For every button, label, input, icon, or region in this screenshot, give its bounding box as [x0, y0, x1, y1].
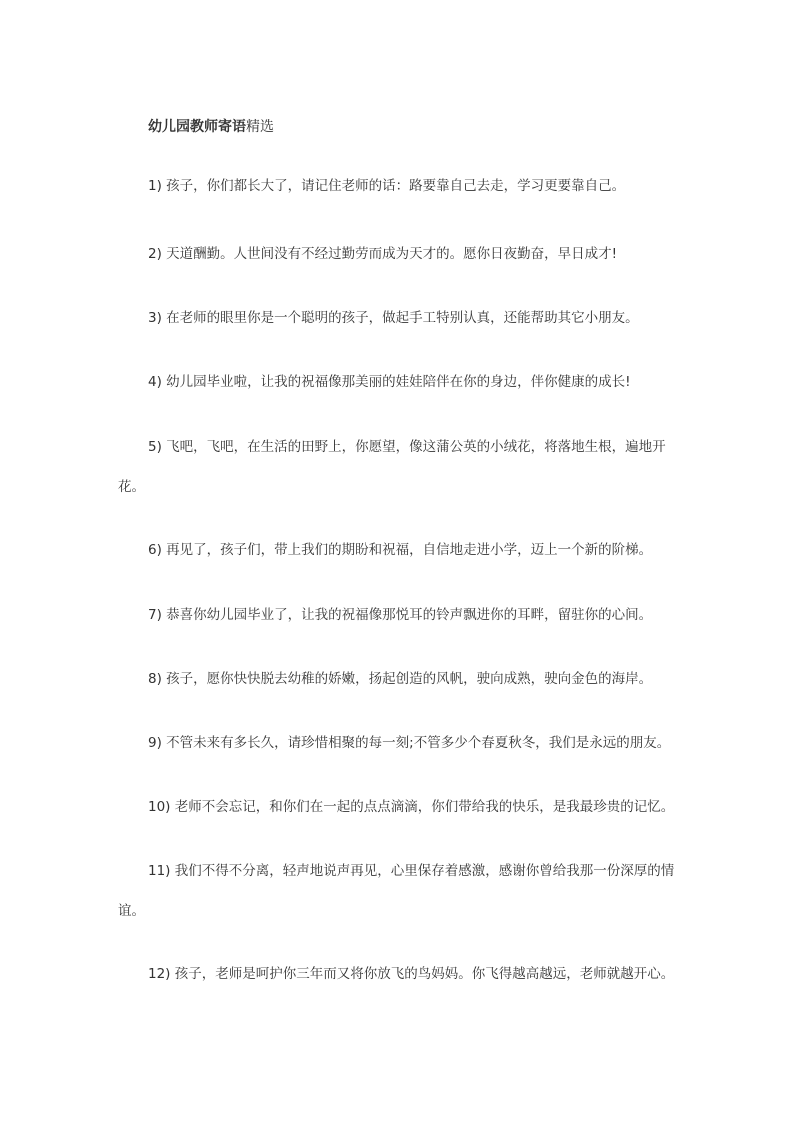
- document-title-main: 幼儿园教师寄语: [148, 119, 246, 135]
- paragraph-10: 10) 老师不会忘记，和你们在一起的点点滴滴，你们带给我的快乐，是我最珍贵的记忆。: [148, 799, 675, 815]
- document-title: [148, 117, 274, 137]
- document-title-suffix: 精选: [246, 119, 274, 135]
- paragraph-7: 7) 恭喜你幼儿园毕业了，让我的祝福像那悦耳的铃声飘进你的耳畔，留驻你的心间。: [148, 607, 653, 623]
- paragraph-9: 9) 不管未来有多长久，请珍惜相聚的每一刻;不管多少个春夏秋冬，我们是永远的朋友。: [148, 735, 671, 751]
- paragraph-2: 2) 天道酬勤。人世间没有不经过勤劳而成为天才的。愿你日夜勤奋，早日成才!: [148, 246, 618, 262]
- paragraph-6: 6) 再见了，孩子们，带上我们的期盼和祝福，自信地走进小学，迈上一个新的阶梯。: [148, 542, 653, 558]
- paragraph-5: 5) 飞吧，飞吧，在生活的田野上，你愿望，像这蒲公英的小绒花，将落地生根，遍地开花。: [118, 439, 666, 495]
- paragraph-3: 3) 在老师的眼里你是一个聪明的孩子，做起手工特别认真，还能帮助其它小朋友。: [148, 310, 639, 326]
- paragraph-12: 12) 孩子，老师是呵护你三年而又将你放飞的鸟妈妈。你飞得越高越远，老师就越开心。: [148, 966, 675, 982]
- paragraph-1: 1) 孩子，你们都长大了，请记住老师的话：路要靠自己去走，学习更要靠自己。: [148, 178, 626, 194]
- paragraph-8: 8) 孩子，愿你快快脱去幼稚的娇嫩，扬起创造的风帆，驶向成熟，驶向金色的海岸。: [148, 671, 653, 687]
- paragraph-11: 11) 我们不得不分离，轻声地说声再见，心里保存着感激，感谢你曾给我那一份深厚的情谊。: [118, 863, 675, 919]
- paragraph-4: 4) 幼儿园毕业啦，让我的祝福像那美丽的娃娃陪伴在你的身边，伴你健康的成长!: [148, 374, 631, 390]
